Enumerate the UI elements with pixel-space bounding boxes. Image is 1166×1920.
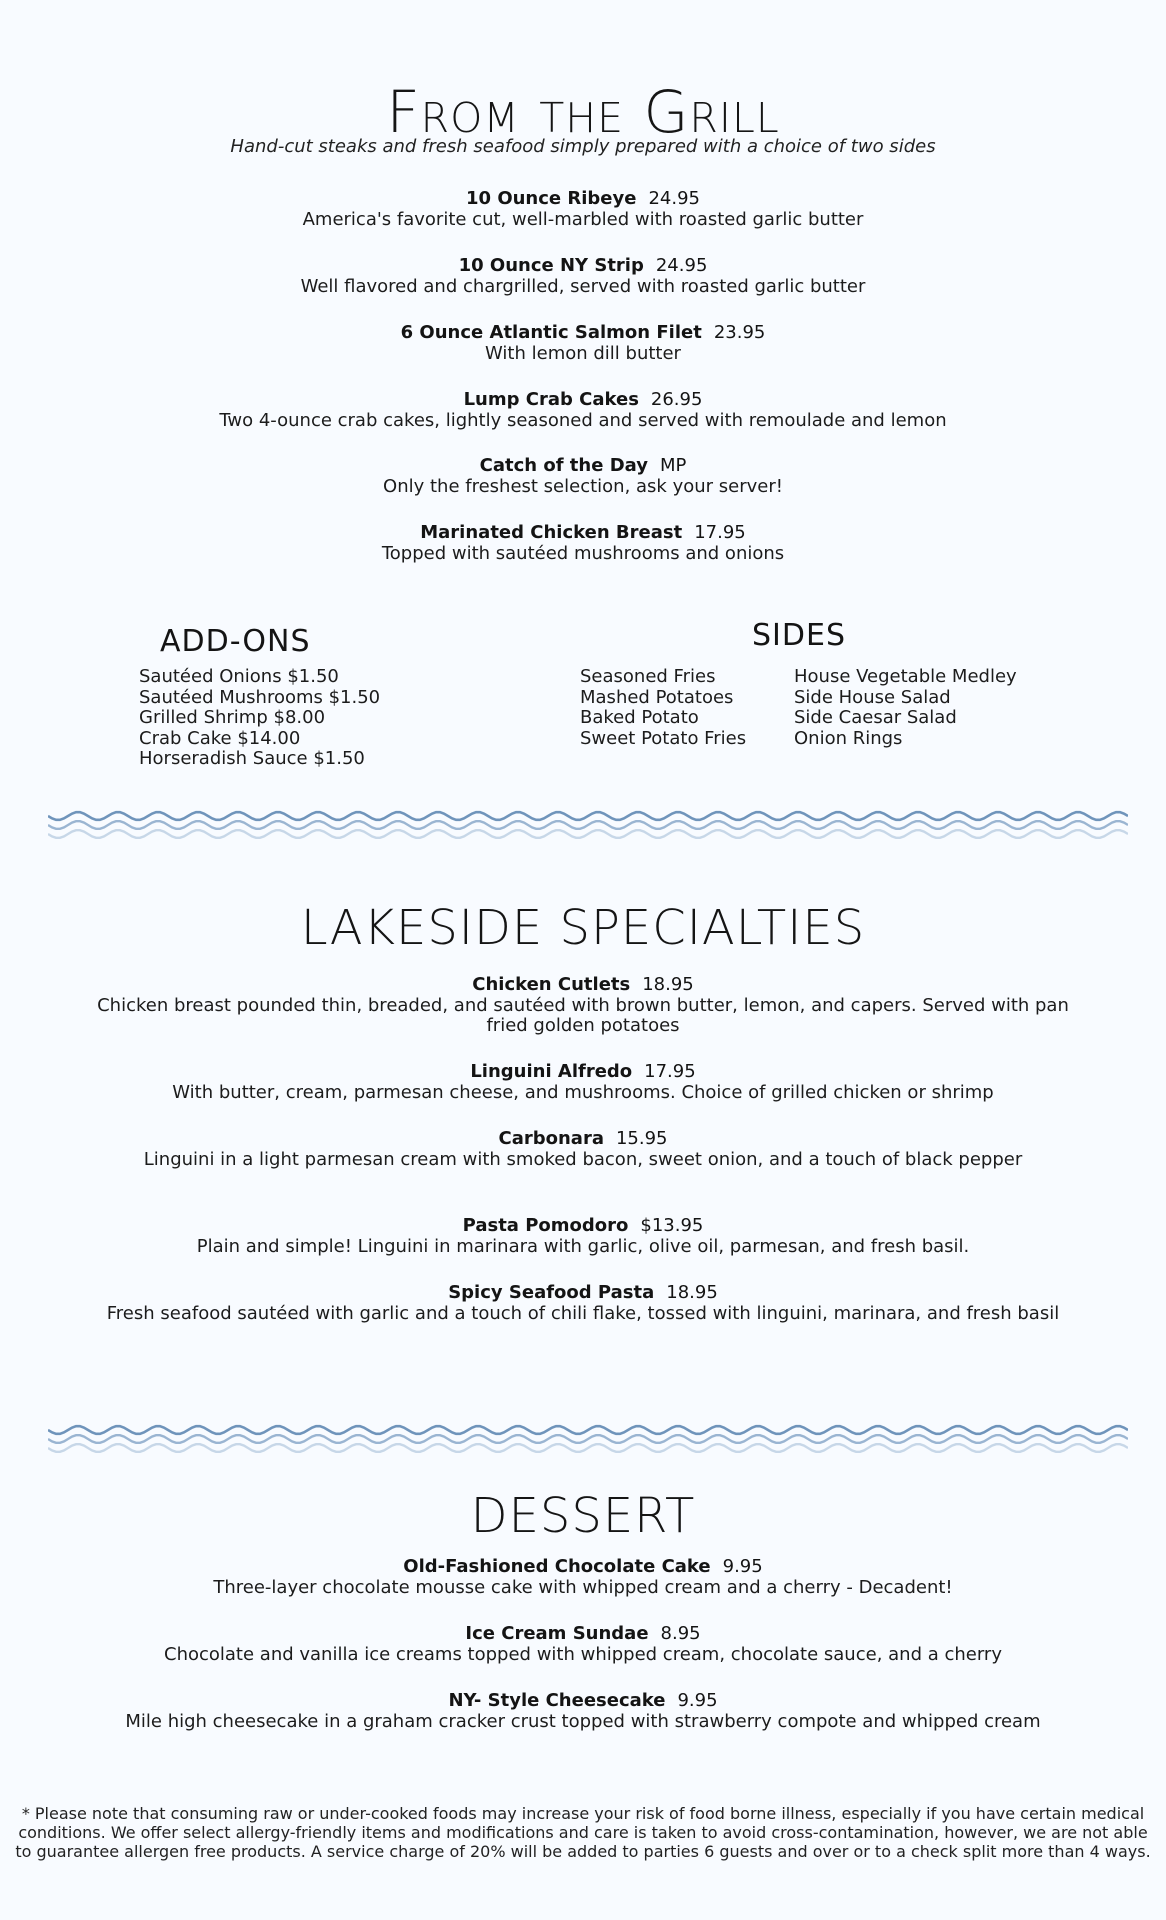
menu-item-description: With lemon dill butter [485, 343, 681, 364]
menu-item [90, 1282, 1076, 1324]
sides-list-column-2 [794, 667, 1017, 749]
list-item: Onion Rings [794, 727, 903, 749]
menu-item [90, 1623, 1076, 1665]
wave-line [48, 1426, 1128, 1434]
wave-line [48, 1444, 1128, 1452]
list-item: Crab Cake $14.00 [139, 727, 301, 749]
grill-section-title: From the Grill [386, 78, 780, 146]
menu-item-price: 23.95 [713, 322, 766, 343]
menu-item-description: Well flavored and chargrilled, served with roasted garlic butter [300, 276, 866, 297]
menu-item-description: Topped with sautéed mushrooms and onions [381, 543, 785, 564]
list-item: Horseradish Sauce $1.50 [139, 748, 365, 769]
menu-item [90, 522, 1076, 564]
allergen-disclaimer: * Please note that consuming raw or under-cooked foods may increase your risk of food borne illness, especially if you have certain medical conditions. We offer select allergy-friendly items and modifications and care is taken to avoid cross-contamination, however, we are not able to guarantee allergen free products. A service charge of 20% will be added to parties 6 guests and over or to a check split more than 4 ways. [15, 1804, 1151, 1861]
menu-item-description: Three-layer chocolate mousse cake with whipped cream and a cherry - Decadent! [213, 1577, 953, 1598]
menu-item [90, 322, 1076, 364]
addons-list [139, 667, 380, 770]
list-item: Side House Salad [794, 686, 951, 708]
menu-item [90, 1128, 1076, 1170]
list-item: Side Caesar Salad [794, 707, 957, 728]
list-item: Baked Potato [580, 707, 699, 728]
menu-item-price: 26.95 [650, 389, 703, 410]
menu-item-name: Carbonara [498, 1128, 604, 1149]
list-item: Seasoned Fries [580, 666, 716, 687]
menu-item-name: Old-Fashioned Chocolate Cake [403, 1556, 711, 1577]
wave-divider-1 [48, 808, 1128, 848]
menu-item-description: Two 4-ounce crab cakes, lightly seasoned and served with remoulade and lemon [219, 410, 947, 431]
menu-item-price: 17.95 [644, 1061, 696, 1082]
wave-line [48, 1435, 1128, 1443]
list-item: Grilled Shrimp $8.00 [139, 707, 326, 728]
menu-item-description: America's favorite cut, well-marbled with roasted garlic butter [302, 209, 864, 230]
menu-item [90, 1690, 1076, 1732]
menu-item-price: 9.95 [722, 1556, 763, 1577]
menu-item-price: 15.95 [615, 1128, 668, 1149]
menu-item-name: Catch of the Day [479, 455, 648, 476]
menu-item-price: 17.95 [694, 522, 746, 543]
sides-title: SIDES [752, 618, 846, 653]
sides-list-column-1 [580, 667, 746, 749]
menu-item [90, 974, 1076, 1036]
list-item: Sweet Potato Fries [580, 727, 747, 749]
menu-item-price: 24.95 [648, 188, 700, 209]
wave-divider-2 [48, 1422, 1128, 1462]
menu-item-description: Fresh seafood sautéed with garlic and a touch of chili flake, tossed with linguini, marinara, and fresh basil [106, 1303, 1060, 1324]
addons-title: ADD-ONS [160, 624, 311, 659]
menu-item [90, 188, 1076, 230]
list-item: Mashed Potatoes [580, 686, 734, 708]
menu-item-name: Lump Crab Cakes [463, 389, 639, 410]
menu-item-name: 6 Ounce Atlantic Salmon Filet [400, 322, 702, 343]
menu-item-description: Chocolate and vanilla ice creams topped with whipped cream, chocolate sauce, and a cherry [164, 1644, 1002, 1665]
menu-item [90, 389, 1076, 431]
menu-item-name: Spicy Seafood Pasta [448, 1282, 655, 1303]
menu-item-name: Chicken Cutlets [472, 974, 631, 995]
menu-item-price: 9.95 [677, 1690, 718, 1711]
menu-item-name: 10 Ounce NY Strip [458, 255, 644, 276]
menu-item [90, 455, 1076, 497]
menu-item-name: Pasta Pomodoro [462, 1215, 629, 1236]
menu-item-description: Plain and simple! Linguini in marinara with garlic, olive oil, parmesan, and fresh basil. [196, 1236, 970, 1257]
menu-item-description: Mile high cheesecake in a graham cracker crust topped with strawberry compote and whipped cream [125, 1711, 1041, 1732]
wave-line [48, 830, 1128, 838]
menu-item-description: Linguini in a light parmesan cream with smoked bacon, sweet onion, and a touch of black pepper [143, 1149, 1023, 1170]
menu-item-price: 8.95 [660, 1623, 701, 1644]
menu-item-name: Marinated Chicken Breast [420, 522, 683, 543]
menu-item-name: 10 Ounce Ribeye [466, 188, 637, 209]
dessert-section-title: DESSERT [470, 1488, 696, 1544]
menu-item-name: Ice Cream Sundae [465, 1623, 649, 1644]
list-item: Sautéed Mushrooms $1.50 [139, 686, 381, 708]
menu-item-price: $13.95 [640, 1215, 704, 1236]
list-item: House Vegetable Medley [794, 666, 1017, 687]
grill-section-subtitle: Hand-cut steaks and fresh seafood simply prepared with a choice of two sides [230, 136, 936, 157]
lakeside-section-title: LAKESIDE SPECIALTIES [300, 900, 866, 956]
menu-item-name: Linguini Alfredo [470, 1061, 633, 1082]
menu-item-price: MP [659, 455, 687, 476]
menu-item-name: NY- Style Cheesecake [448, 1690, 666, 1711]
menu-item-price: 24.95 [655, 255, 708, 276]
wave-line [48, 812, 1128, 820]
menu-item [90, 255, 1076, 297]
menu-item-price: 18.95 [666, 1282, 718, 1303]
menu-item-description: Chicken breast pounded thin, breaded, and sautéed with brown butter, lemon, and capers. Served with pan fried golden potatoes [97, 995, 1069, 1036]
menu-item [90, 1061, 1076, 1103]
menu-item [90, 1215, 1076, 1257]
menu-item-description: Only the freshest selection, ask your server! [383, 476, 783, 497]
wave-line [48, 821, 1128, 829]
menu-item-description: With butter, cream, parmesan cheese, and mushrooms. Choice of grilled chicken or shrimp [172, 1082, 994, 1103]
menu-item-price: 18.95 [642, 974, 694, 995]
list-item: Sautéed Onions $1.50 [139, 666, 339, 687]
menu-item [90, 1556, 1076, 1598]
